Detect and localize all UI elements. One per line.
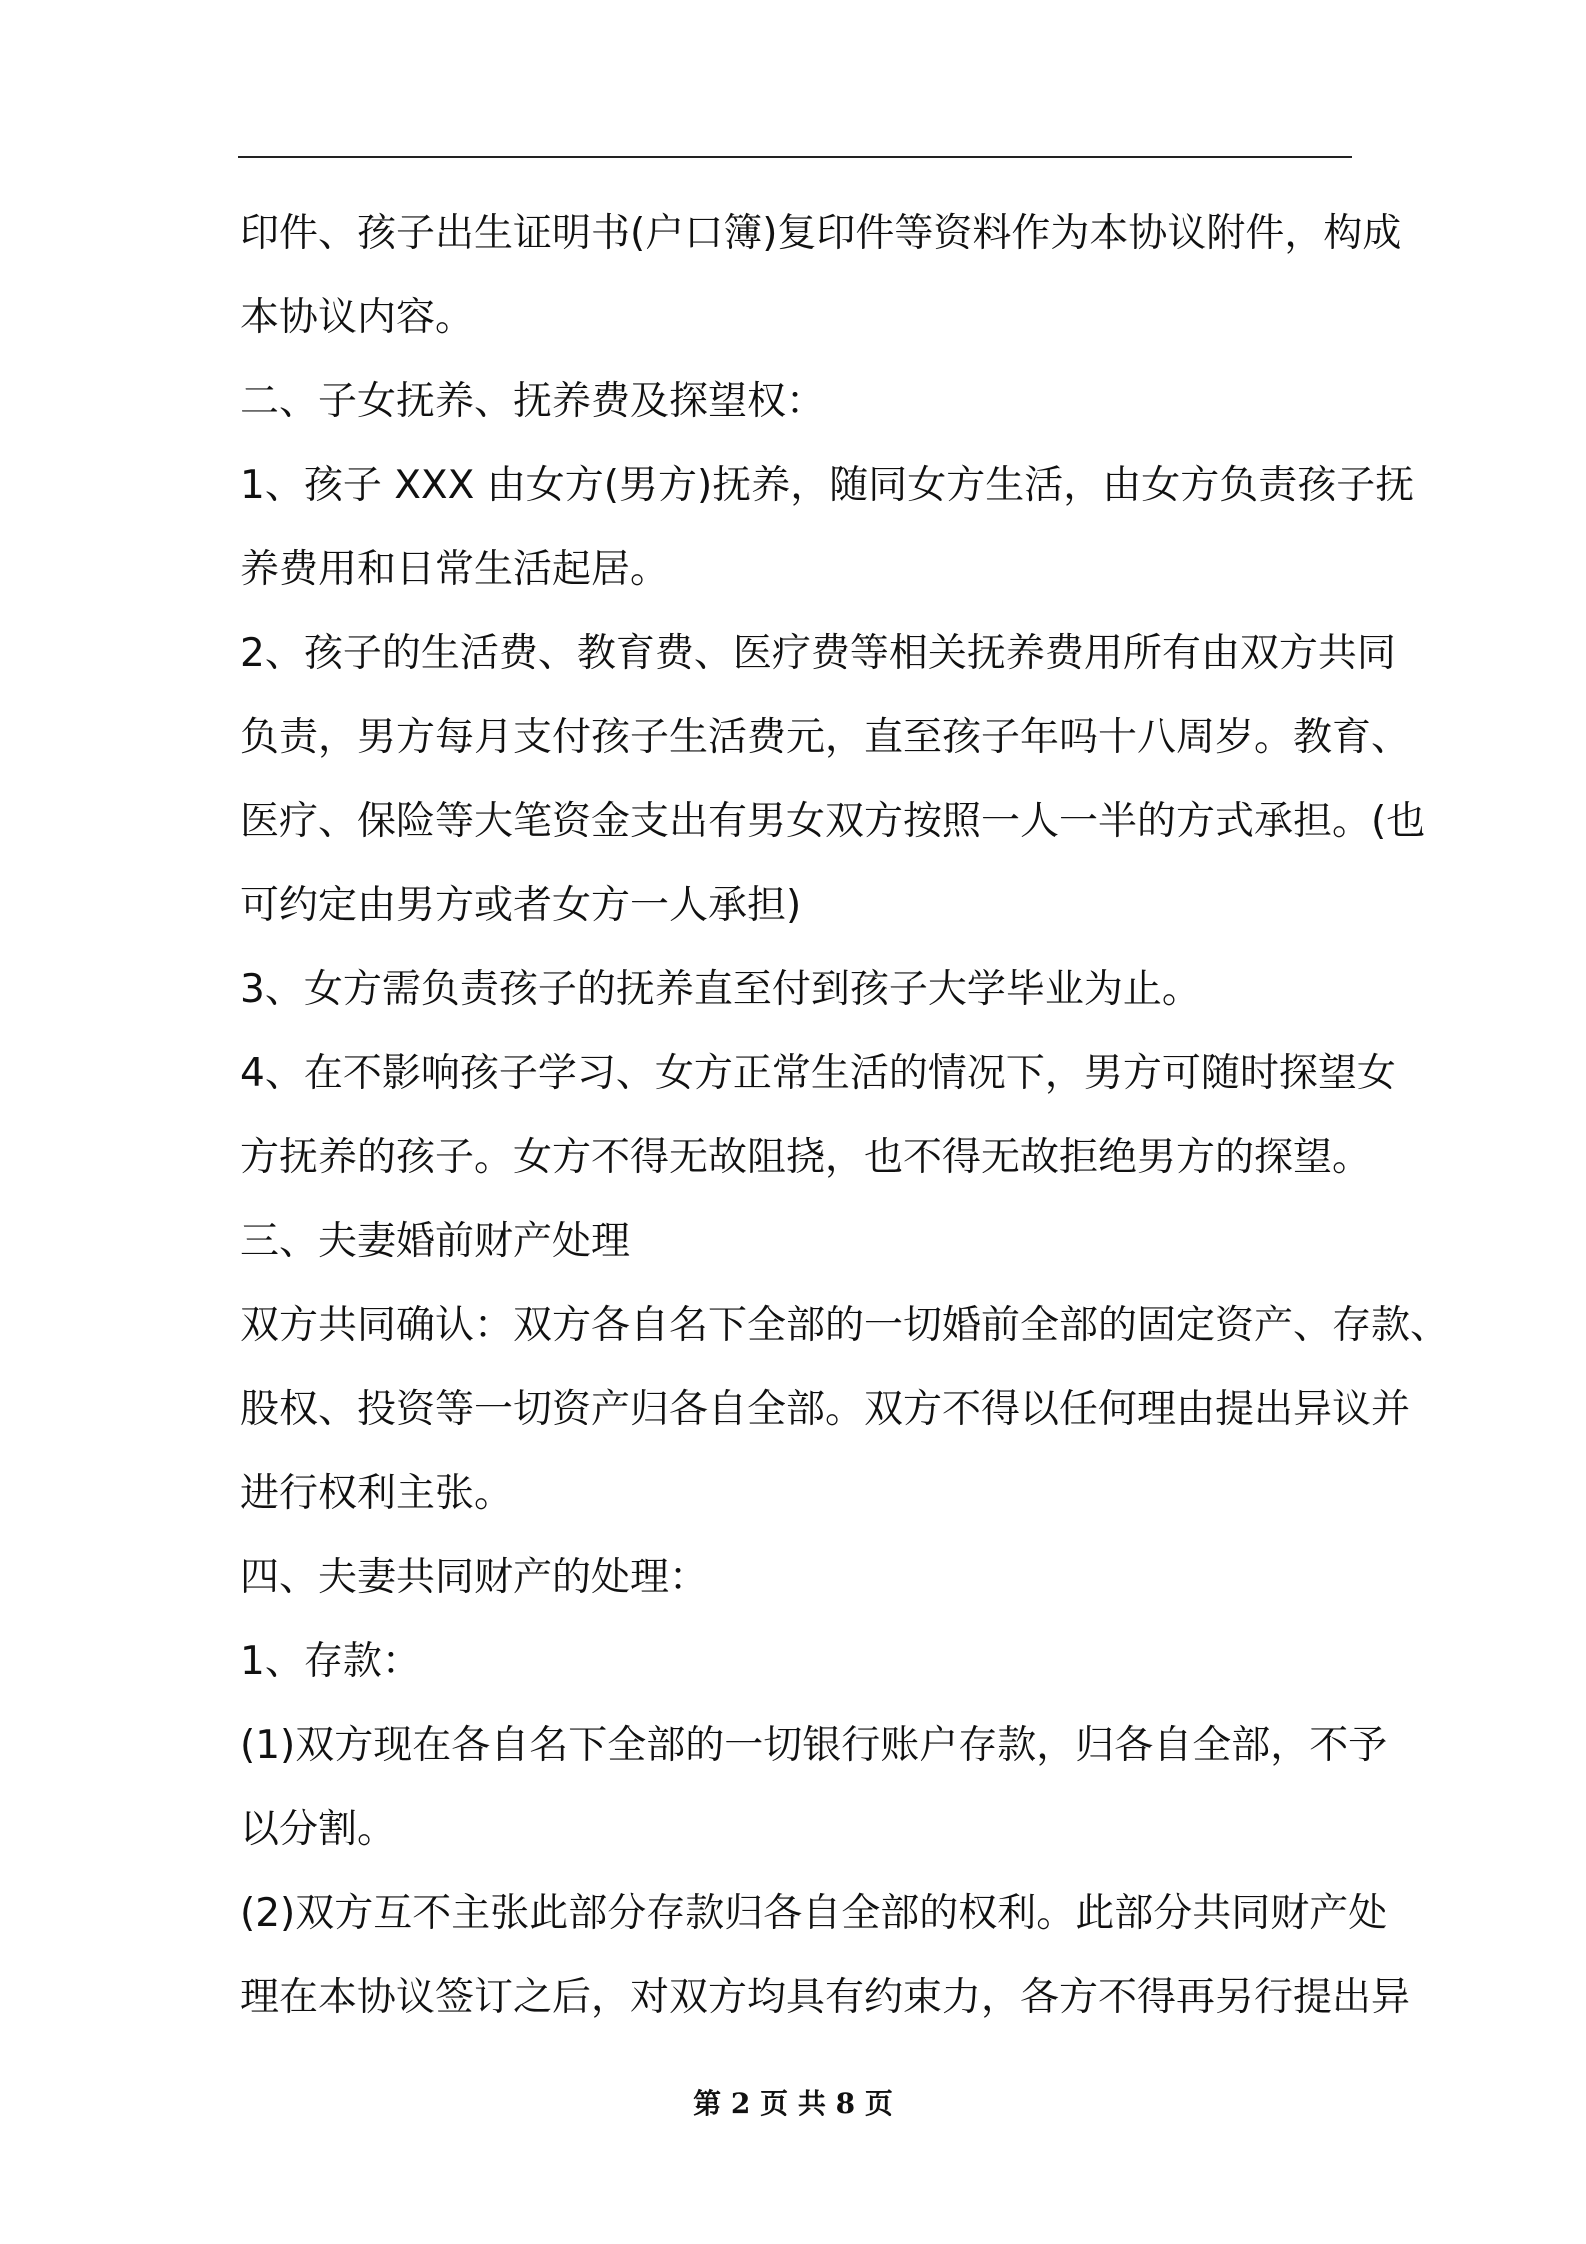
text-line: 可约定由男方或者女方一人承担) [240,883,802,928]
text-line: 双方共同确认：双方各自名下全部的一切婚前全部的固定资产、存款、 [240,1303,1450,1348]
text-line: 医疗、保险等大笔资金支出有男女双方按照一人一半的方式承担。(也 [240,799,1426,844]
section-heading: 四、夫妻共同财产的处理： [240,1555,709,1600]
text-line: 本协议内容。 [240,295,475,340]
text-line: 理在本协议签订之后，对双方均具有约束力，各方不得再另行提出异 [240,1975,1411,2020]
text-line: 方抚养的孩子。女方不得无故阻挠，也不得无故拒绝男方的探望。 [240,1135,1372,1180]
section-heading: 三、夫妻婚前财产处理 [240,1219,631,1264]
text-line: 2、孩子的生活费、教育费、医疗费等相关抚养费用所有由双方共同 [240,631,1396,676]
text-line: 进行权利主张。 [240,1471,514,1516]
text-line: 3、女方需负责孩子的抚养直至付到孩子大学毕业为止。 [240,967,1201,1012]
text-line: 1、存款： [240,1639,421,1684]
text-line: 负责，男方每月支付孩子生活费元，直至孩子年吗十八周岁。教育、 [240,715,1411,760]
text-line: 养费用和日常生活起居。 [240,547,670,592]
section-heading: 二、子女抚养、抚养费及探望权： [240,379,826,424]
text-line: (2)双方互不主张此部分存款归各自全部的权利。此部分共同财产处 [240,1891,1388,1936]
document-body [240,192,1450,2040]
text-line: 1、孩子 XXX 由女方(男方)抚养，随同女方生活，由女方负责孩子抚 [240,463,1415,508]
text-line: 以分割。 [240,1807,397,1852]
page-number-footer: 第 2 页 共 8 页 [693,2087,893,2120]
text-line: 4、在不影响孩子学习、女方正常生活的情况下，男方可随时探望女 [240,1051,1396,1096]
header-divider [238,156,1352,158]
text-line: 股权、投资等一切资产归各自全部。双方不得以任何理由提出异议并 [240,1387,1411,1432]
text-line: (1)双方现在各自名下全部的一切银行账户存款，归各自全部，不予 [240,1723,1388,1768]
text-line: 印件、孩子出生证明书(户口簿)复印件等资料作为本协议附件，构成 [240,211,1402,256]
